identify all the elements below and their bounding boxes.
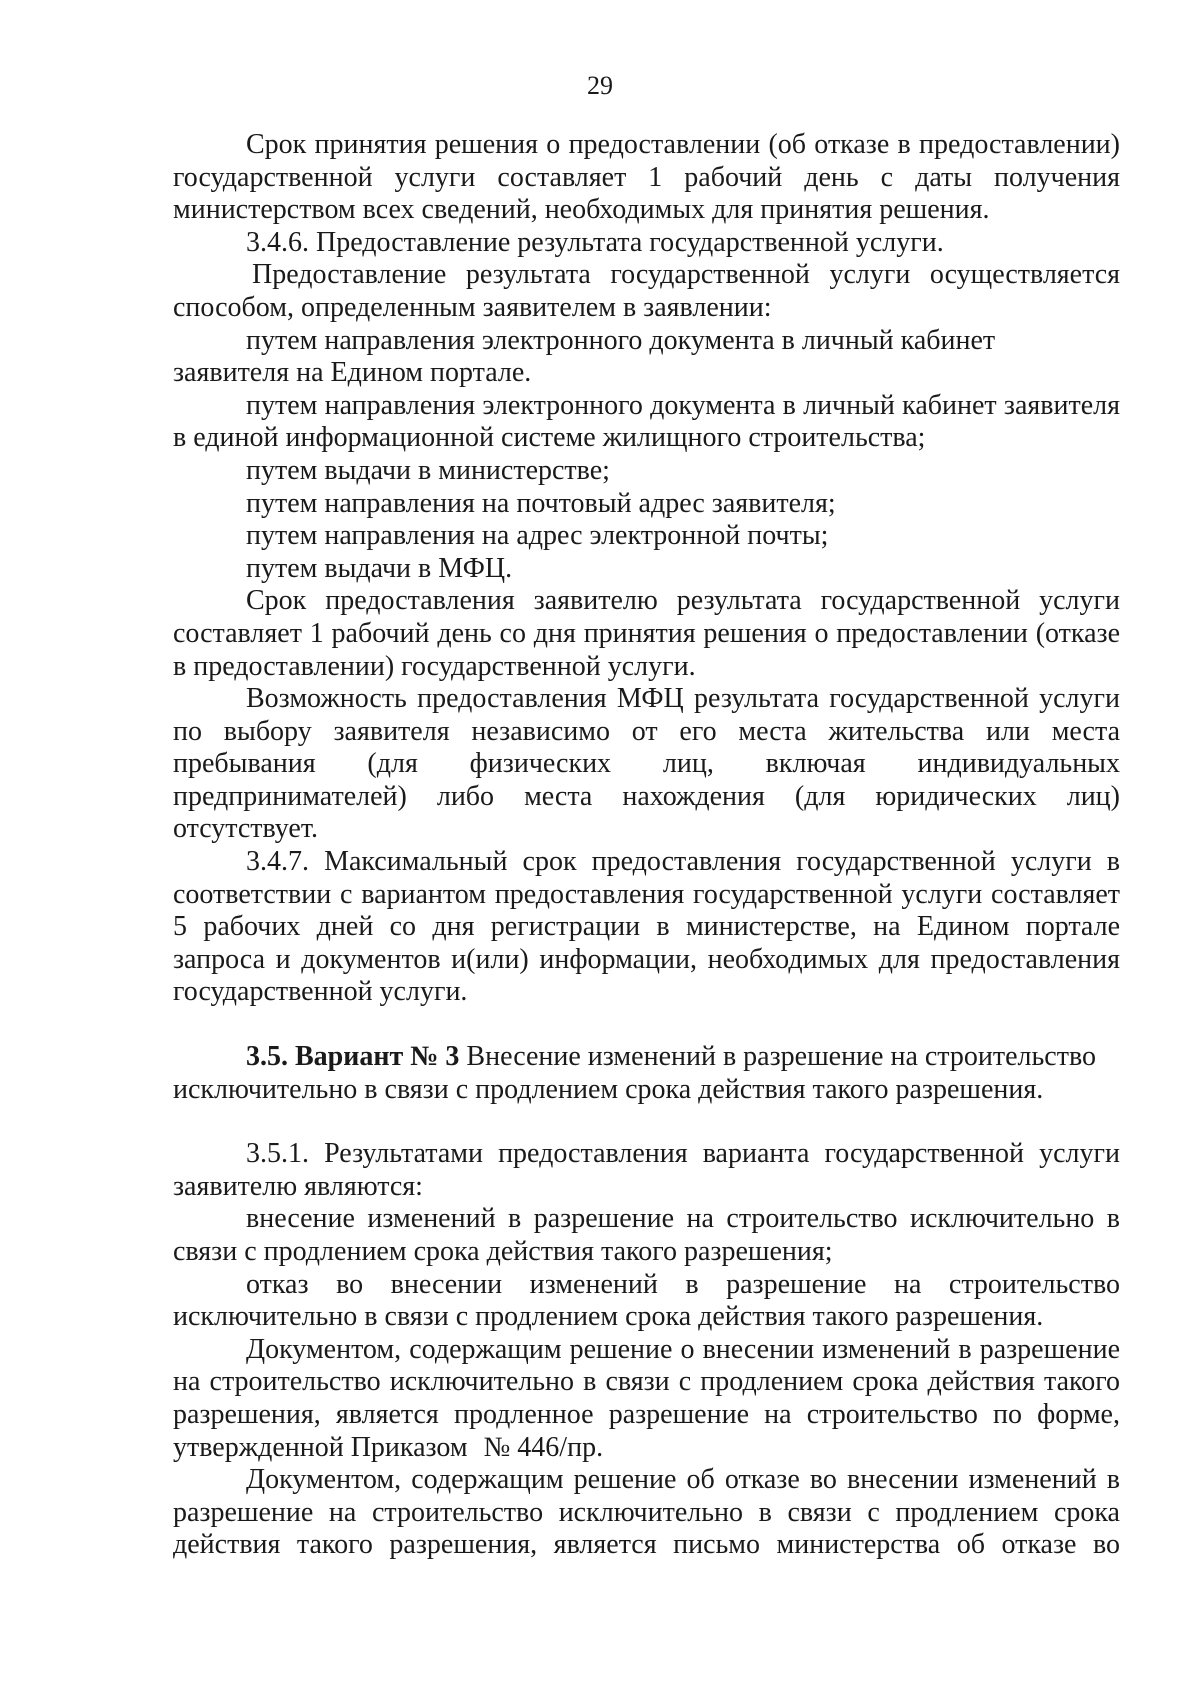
paragraph-amend-document — [173, 1334, 1120, 1464]
spacer — [173, 1106, 1120, 1138]
section-heading-number: 3.5. Вариант № 3 — [246, 1041, 460, 1073]
document-body — [173, 129, 1120, 1562]
list-item-email: путем направления на адрес электронной почты; — [246, 520, 829, 552]
paragraph-3-5-1-results: 3.5.1. Результатами предоставления варианта государственной услуги заявителю являются: — [173, 1138, 1120, 1202]
order-number: № 446/пр. — [483, 1431, 604, 1463]
list-item-personal-account-housing-system: путем направления электронного документа в личный кабинет заявителя в единой информационной системе жилищного строительства; — [173, 389, 1120, 454]
page-number: 29 — [587, 71, 613, 100]
list-item-mfc-issue: путем выдачи в МФЦ. — [246, 552, 513, 584]
list-item-ministry-issue: путем выдачи в министерстве; — [246, 454, 610, 486]
list-item-personal-account-portal-line1: путем направления электронного документа в личный кабинет — [246, 324, 996, 356]
paragraph-3-4-6-title: 3.4.6. Предоставление результата государственной услуги. — [246, 226, 944, 258]
section-heading-title-line1: Внесение изменений в разрешение на строительство — [459, 1041, 1096, 1073]
list-item-refuse-amend: отказ во внесении изменений в разрешение на строительство исключительно в связи с продлением срока действия такого разрешения. — [173, 1268, 1120, 1333]
paragraph-delivery-term: Срок предоставления заявителю результата государственной услуги составляет 1 рабочий день со дня принятия решения о предоставлении (отказе в предоставлении) государственной услуги. — [173, 585, 1120, 682]
paragraph-result-delivery: Предоставление результата государственной услуги осуществляется способом, определенным заявителем в заявлении: — [173, 259, 1120, 323]
list-item-personal-account-portal — [173, 325, 1120, 390]
list-item-amend-permit: внесение изменений в разрешение на строительство исключительно в связи с продлением срока действия такого разрешения; — [173, 1203, 1120, 1267]
list-item-personal-account-portal-line2: заявителя на Едином портале. — [173, 357, 532, 389]
spacer — [173, 1009, 1120, 1041]
section-heading-title-line2: исключительно в связи с продлением срока действия такого разрешения. — [173, 1073, 1044, 1105]
paragraph-decision-term: Срок принятия решения о предоставлении (об отказе в предоставлении) государственной услуги составляет 1 рабочий день с даты получения министерством всех сведений, необходимых для принятия решения. — [173, 129, 1120, 226]
paragraph-refusal-document: Документом, содержащим решение об отказе во внесении изменений в разрешение на строительство исключительно в связи с продлением срока действия такого разрешения, является письмо министерства об отказе во — [173, 1464, 1120, 1561]
section-heading-3-5 — [173, 1041, 1120, 1106]
list-item-postal-address: путем направления на почтовый адрес заявителя; — [246, 487, 836, 519]
paragraph-3-4-7-max-term: 3.4.7. Максимальный срок предоставления государственной услуги в соответствии с вариантом предоставления государственной услуги составляет 5 рабочих дней со дня регистрации в министерстве, на Едином портале запроса и документов и(или) информации, необходимых для предоставления государственной услуги. — [173, 846, 1120, 1008]
paragraph-mfc-extraterritorial: Возможность предоставления МФЦ результата государственной услуги по выбору заявителя независимо от его места жительства или места пребывания (для физических лиц, включая индивидуальных предпринимателей) либо места нахождения (для юридических лиц) отсутствует. — [173, 683, 1120, 845]
paragraph-amend-document-text: Документом, содержащим решение о внесении изменений в разрешение на строительство исключительно в связи с продлением срока действия такого разрешения, является продленное разрешение на строительство по форме, утвержденной Приказом — [173, 1333, 1120, 1463]
